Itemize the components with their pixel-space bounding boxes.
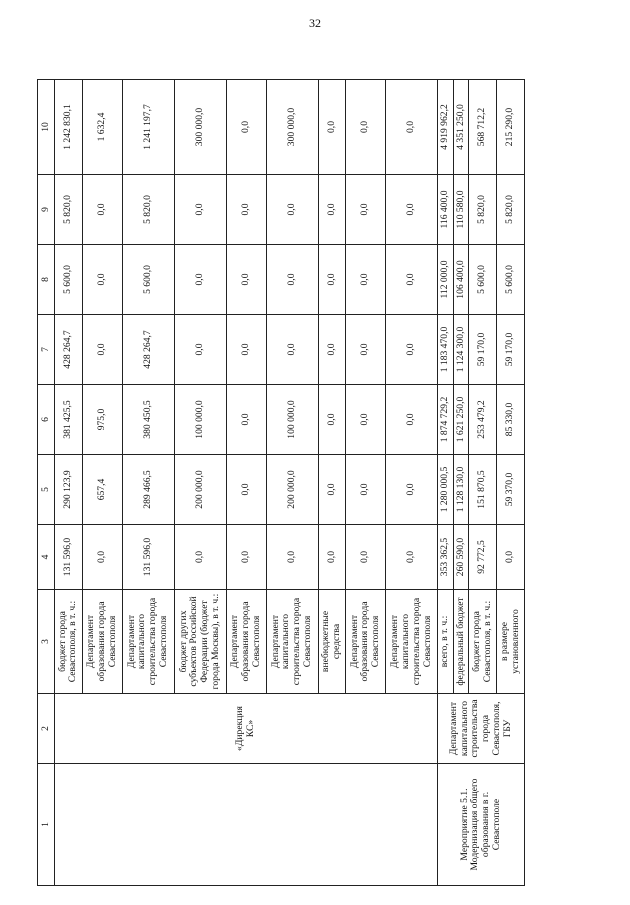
value-cell: 100 000,0 — [266, 385, 318, 455]
value-cell: 253 479,2 — [469, 385, 497, 455]
value-cell: 0,0 — [346, 175, 386, 245]
value-cell: 0,0 — [318, 315, 346, 385]
value-cell: 0,0 — [318, 385, 346, 455]
value-cell: 5 820,0 — [55, 175, 83, 245]
value-cell: 5 600,0 — [469, 245, 497, 315]
value-cell: 1 632,4 — [82, 80, 122, 175]
value-cell: 0,0 — [318, 525, 346, 590]
value-cell: 0,0 — [174, 315, 226, 385]
value-cell: 0,0 — [386, 315, 438, 385]
value-cell: 4 351 250,0 — [453, 80, 469, 175]
column-number-8: 8 — [38, 245, 55, 315]
column-number-2: 2 — [38, 694, 55, 764]
value-cell: 0,0 — [174, 175, 226, 245]
value-cell: 1 183 470,0 — [438, 315, 454, 385]
rotated-table-container — [37, 80, 525, 886]
funding-source-cell: Департамент капитального строительства города Севастополя — [266, 590, 318, 694]
value-cell: 0,0 — [346, 315, 386, 385]
value-cell: 0,0 — [386, 80, 438, 175]
value-cell: 1 280 000,5 — [438, 455, 454, 525]
column-number-5: 5 — [38, 455, 55, 525]
value-cell: 353 362,5 — [438, 525, 454, 590]
value-cell: 0,0 — [82, 315, 122, 385]
funding-source-cell: Департамент образования города Севастополя — [346, 590, 386, 694]
value-cell: 657,4 — [82, 455, 122, 525]
value-cell: 116 400,0 — [438, 175, 454, 245]
value-cell: 131 596,0 — [55, 525, 83, 590]
value-cell: 106 400,0 — [453, 245, 469, 315]
value-cell: 0,0 — [226, 315, 266, 385]
funding-source-cell: Департамент образования города Севастополя — [226, 590, 266, 694]
value-cell: 92 772,5 — [469, 525, 497, 590]
value-cell: 0,0 — [266, 245, 318, 315]
value-cell: 300 000,0 — [266, 80, 318, 175]
measure-cell — [55, 764, 438, 886]
value-cell: 0,0 — [346, 455, 386, 525]
value-cell: 0,0 — [226, 455, 266, 525]
value-cell: 428 264,7 — [55, 315, 83, 385]
value-cell: 5 820,0 — [497, 175, 525, 245]
value-cell: 290 123,9 — [55, 455, 83, 525]
page-number: 32 — [309, 16, 321, 30]
value-cell: 0,0 — [266, 175, 318, 245]
column-number-3: 3 — [38, 590, 55, 694]
value-cell: 100 000,0 — [174, 385, 226, 455]
value-cell: 1 124 300,0 — [453, 315, 469, 385]
column-number-4: 4 — [38, 525, 55, 590]
value-cell: 85 330,0 — [497, 385, 525, 455]
value-cell: 0,0 — [386, 245, 438, 315]
value-cell: 151 870,5 — [469, 455, 497, 525]
value-cell: 215 290,0 — [497, 80, 525, 175]
value-cell: 4 919 962,2 — [438, 80, 454, 175]
value-cell: 428 264,7 — [122, 315, 174, 385]
value-cell: 59 370,0 — [497, 455, 525, 525]
value-cell: 568 712,2 — [469, 80, 497, 175]
value-cell: 0,0 — [346, 385, 386, 455]
value-cell: 0,0 — [226, 525, 266, 590]
column-number-9: 9 — [38, 175, 55, 245]
column-number-row — [38, 80, 55, 886]
column-number-10: 10 — [38, 80, 55, 175]
executor-cell: «Дирекция КС» — [55, 694, 438, 764]
value-cell: 1 241 197,7 — [122, 80, 174, 175]
value-cell: 59 170,0 — [497, 315, 525, 385]
value-cell: 0,0 — [318, 175, 346, 245]
funding-source-cell: внебюджетные средства — [318, 590, 346, 694]
value-cell: 112 000,0 — [438, 245, 454, 315]
funding-source-cell: Департамент капитального строительства города Севастополя — [386, 590, 438, 694]
value-cell: 0,0 — [266, 525, 318, 590]
value-cell: 0,0 — [386, 385, 438, 455]
funding-source-cell: федеральный бюджет — [453, 590, 469, 694]
value-cell: 0,0 — [226, 175, 266, 245]
value-cell: 1 874 729,2 — [438, 385, 454, 455]
value-cell: 289 466,5 — [122, 455, 174, 525]
value-cell: 5 600,0 — [122, 245, 174, 315]
table-row — [55, 80, 83, 886]
value-cell: 0,0 — [318, 245, 346, 315]
column-number-7: 7 — [38, 315, 55, 385]
table-body — [38, 80, 525, 886]
value-cell: 300 000,0 — [174, 80, 226, 175]
value-cell: 200 000,0 — [174, 455, 226, 525]
value-cell: 0,0 — [82, 175, 122, 245]
value-cell: 0,0 — [266, 315, 318, 385]
value-cell: 5 600,0 — [497, 245, 525, 315]
value-cell: 0,0 — [226, 80, 266, 175]
funding-source-cell: Департамент образования города Севастополя — [82, 590, 122, 694]
value-cell: 260 590,0 — [453, 525, 469, 590]
value-cell: 5 820,0 — [469, 175, 497, 245]
value-cell: 0,0 — [346, 525, 386, 590]
value-cell: 0,0 — [82, 525, 122, 590]
funding-source-cell: в размере установленного — [497, 590, 525, 694]
value-cell: 0,0 — [174, 525, 226, 590]
value-cell: 1 128 130,0 — [453, 455, 469, 525]
value-cell: 975,0 — [82, 385, 122, 455]
value-cell: 0,0 — [497, 525, 525, 590]
value-cell: 0,0 — [226, 385, 266, 455]
value-cell: 0,0 — [82, 245, 122, 315]
value-cell: 0,0 — [174, 245, 226, 315]
value-cell: 381 425,5 — [55, 385, 83, 455]
value-cell: 0,0 — [346, 245, 386, 315]
value-cell: 1 621 250,0 — [453, 385, 469, 455]
value-cell: 200 000,0 — [266, 455, 318, 525]
column-number-1: 1 — [38, 764, 55, 886]
value-cell: 0,0 — [318, 80, 346, 175]
executor-cell: Департамент капитального строительства города Севастополя, ГБУ — [438, 694, 525, 764]
funding-source-cell: Департамент капитального строительства города Севастополя — [122, 590, 174, 694]
value-cell: 0,0 — [386, 525, 438, 590]
budget-table — [37, 79, 525, 886]
funding-source-cell: бюджет города Севастополя, в т. ч.: — [55, 590, 83, 694]
column-number-6: 6 — [38, 385, 55, 455]
measure-cell: Мероприятие 5.1. Модернизация общего образования в г. Севастополе — [438, 764, 525, 886]
value-cell: 59 170,0 — [469, 315, 497, 385]
funding-source-cell: бюджет других субъектов Российской Федерации (бюджет города Москвы), в т. ч.: — [174, 590, 226, 694]
value-cell: 110 580,0 — [453, 175, 469, 245]
table-row — [438, 80, 454, 886]
value-cell: 380 450,5 — [122, 385, 174, 455]
value-cell: 0,0 — [386, 175, 438, 245]
value-cell: 131 596,0 — [122, 525, 174, 590]
funding-source-cell: всего, в т. ч.: — [438, 590, 454, 694]
value-cell: 5 820,0 — [122, 175, 174, 245]
value-cell: 0,0 — [226, 245, 266, 315]
funding-source-cell: бюджет города Севастополя, в т. ч.: — [469, 590, 497, 694]
value-cell: 5 600,0 — [55, 245, 83, 315]
value-cell: 0,0 — [386, 455, 438, 525]
value-cell: 1 242 830,1 — [55, 80, 83, 175]
value-cell: 0,0 — [318, 455, 346, 525]
value-cell: 0,0 — [346, 80, 386, 175]
